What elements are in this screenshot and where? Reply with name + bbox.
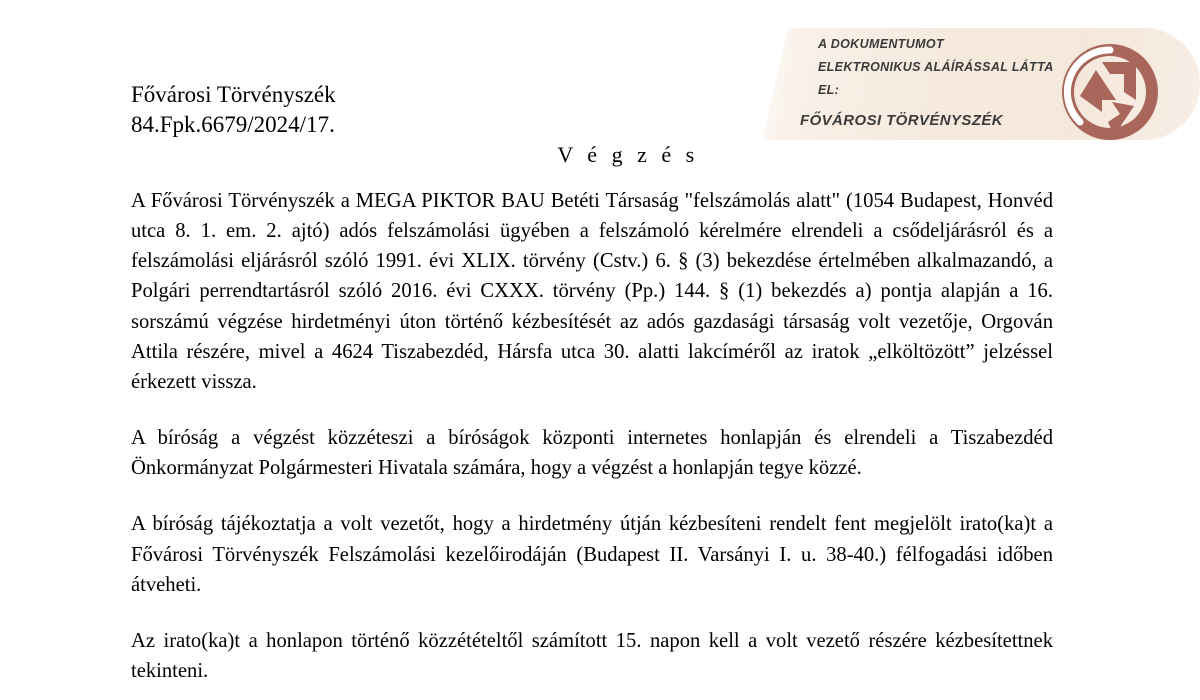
body-paragraph-2: A bíróság a végzést közzéteszi a bíróságok központi internetes honlapján és elrendeli a Tiszabezdéd Önkormányzat Polgármesteri Hivatala számára, hogy a végzést a honlapján tegye közzé. [131, 427, 1053, 480]
esignature-notice-line-2: ELEKTRONIKUS ALÁÍRÁSSAL LÁTTA EL: [818, 60, 1054, 98]
document-title: V é g z é s [557, 142, 699, 167]
esignature-notice-line-1: A DOKUMENTUMOT [818, 37, 944, 51]
document-body [131, 186, 1053, 686]
document-header [131, 80, 336, 141]
issuing-court-name: Fővárosi Törvényszék [131, 82, 336, 107]
esignature-court-name: FŐVÁROSI TÖRVÉNYSZÉK [800, 112, 1004, 129]
case-number: 84.Fpk.6679/2024/17. [131, 112, 335, 138]
body-paragraph-3: A bíróság tájékoztatja a volt vezetőt, hogy a hirdetmény útján kézbesíteni rendelt fent megjelölt irato(ka)t a Fővárosi Törvényszék Felszámolási kezelőirodáján (Budapest II. Varsányi I. u. 38-40.) félfogadási időben átveheti. [131, 513, 1053, 596]
body-paragraph-1: A Fővárosi Törvényszék a MEGA PIKTOR BAU Betéti Társaság "felszámolás alatt" (1054 Budapest, Honvéd utca 8. 1. em. 2. ajtó) adós felszámolási ügyében a felszámoló kérelmére elrendeli a csődeljárásról és a felszámolási eljárásról szóló 1991. évi XLIX. törvény (Cstv.) 6. § (3) bekezdése értelmében alkalmazandó, a Polgári perrendtartásról szóló 2016. évi CXXX. törvény (Pp.) 144. § (1) bekezdés a) pontja alapján a 16. sorszámú végzése hirdetményi úton történő kézbesítését az adós gazdasági társaság volt vezetője, Orgován Attila részére, mivel a 4624 Tiszabezdéd, Hársfa utca 30. alatti lakcíméről az iratok „elköltözött” jelzéssel érkezett vissza. [131, 190, 1053, 393]
body-paragraph-4: Az irato(ka)t a honlapon történő közzétételtől számított 15. napon kell a volt vezető részére kézbesítettnek tekinteni. [131, 629, 1053, 683]
esignature-notice [818, 33, 1068, 102]
court-emblem-icon [1058, 40, 1162, 144]
